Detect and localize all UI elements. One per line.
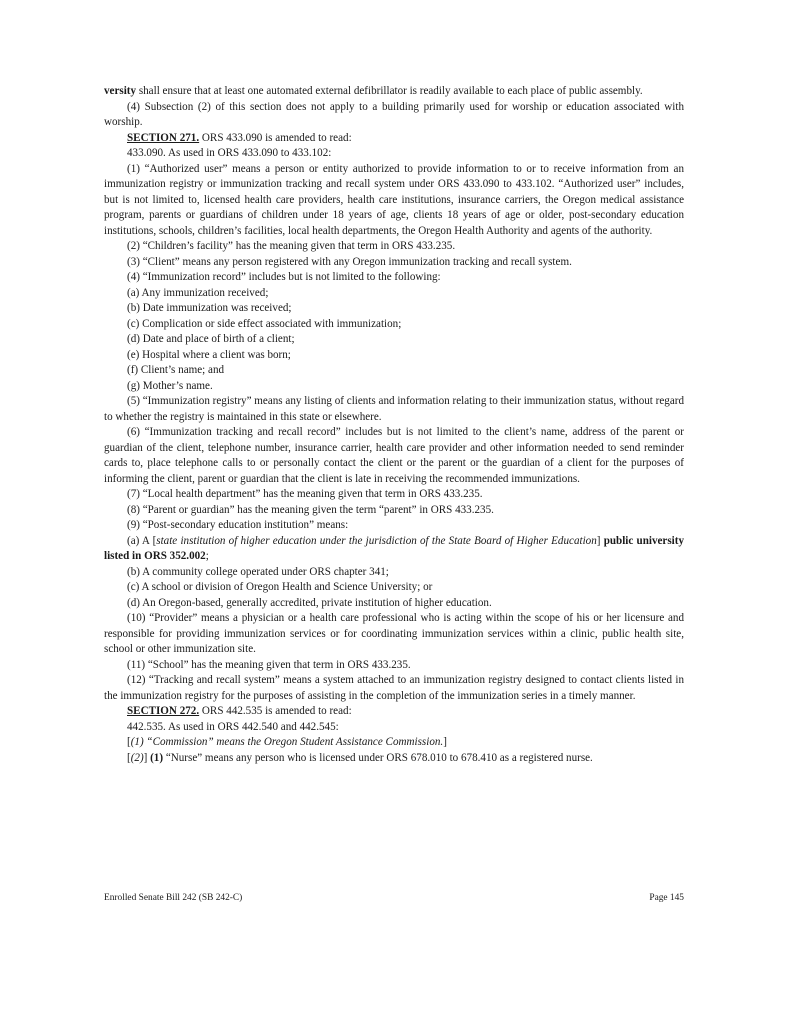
paragraph: (8) “Parent or guardian” has the meaning given the term “parent” in ORS 433.235. [127,503,494,516]
bill-name: Enrolled Senate Bill 242 (SB 242-C) [104,893,243,903]
paragraph: (10) “Provider” means a physician or a health care professional who is acting within the scope of his or her licensure and responsible for providing immunization services or for coordinating immunization services within a clinic, public health site, school or other immunization site. [104,612,684,655]
list-item: (g) Mother’s name. [127,379,213,392]
paragraph: (4) “Immunization record” includes but is not limited to the following: [127,271,441,283]
list-item: (a) Any immunization received; [127,286,269,299]
paragraph: versity shall ensure that at least one automated external defibrillator is readily available to each place of public assembly. [104,85,643,97]
list-item: (c) Complication or side effect associated with immunization; [127,317,402,330]
list-item: (b) A community college operated under ORS chapter 341; [127,565,389,578]
deleted-text: (2) [130,751,144,764]
deleted-text: (1) “Commission” means the Oregon Student Assistance Commission. [130,736,444,748]
list-item: (d) An Oregon-based, generally accredited, private institution of higher education. [127,596,492,609]
section-heading: SECTION 271. [127,131,200,144]
bold-text: versity [104,85,137,97]
paragraph: (5) “Immunization registry” means any listing of clients and information relating to their immunization status, without regard to whether the registry is maintained in this state or elsewhere. [104,395,684,423]
paragraph: (7) “Local health department” has the meaning given that term in ORS 433.235. [127,488,483,500]
page-footer [104,893,684,903]
list-item: (c) A school or division of Oregon Health and Science University; or [127,581,433,593]
page-number: Page 145 [649,893,684,903]
paragraph: 433.090. As used in ORS 433.090 to 433.102: [127,147,332,159]
list-item: (f) Client’s name; and [127,364,225,376]
section-heading: SECTION 272. [127,705,200,717]
added-text: public university listed in ORS 352.002 [104,534,684,562]
paragraph: (9) “Post-secondary education institution” means: [127,519,349,531]
paragraph: (3) “Client” means any person registered with any Oregon immunization tracking and recall system. [127,255,572,268]
amended-paragraph: [(2)] (1) “Nurse” means any person who is licensed under ORS 678.010 to 678.410 as a registered nurse. [127,751,593,764]
list-item: (d) Date and place of birth of a client; [127,333,295,345]
paragraph: (11) “School” has the meaning given that term in ORS 433.235. [127,658,411,671]
document-body [104,84,684,766]
added-text: (1) [150,751,164,764]
paragraph: (1) “Authorized user” means a person or entity authorized to provide information to or to receive information from an immunization registry or immunization tracking and recall system under ORS 433.090 to 433.102. “Authorized user” includes, but is not limited to, licensed health care providers, health care institutions, insurance carriers, the Oregon medical assistance program, parents or guardians of children under 18 years of age, clients 18 years of age or older, post-secondary education institutions, schools, children’s facilities, local health departments, the Oregon Health Authority and agents of the authority. [104,162,684,237]
amended-paragraph: (a) A [state institution of higher education under the jurisdiction of the State Board of Higher Education] public university listed in ORS 352.002; [104,534,684,562]
list-item: (e) Hospital where a client was born; [127,348,291,361]
paragraph: (4) Subsection (2) of this section does not apply to a building primarily used for worship or education associated with worship. [104,100,684,128]
list-item: (b) Date immunization was received; [127,302,292,314]
section-271: SECTION 271. ORS 433.090 is amended to read: [127,131,352,144]
section-272: SECTION 272. ORS 442.535 is amended to read: [127,705,352,717]
deleted-text: state institution of higher education under the jurisdiction of the State Board of Higher Education [156,534,597,547]
paragraph: (12) “Tracking and recall system” means a system attached to an immunization registry designed to contact clients listed in the immunization registry for the purposes of assisting in the completion of the immunization series in a timely manner. [104,674,684,702]
amended-paragraph: [(1) “Commission” means the Oregon Student Assistance Commission.] [127,736,447,748]
paragraph: 442.535. As used in ORS 442.540 and 442.545: [127,720,339,733]
paragraph: (6) “Immunization tracking and recall record” includes but is not limited to the client’s name, address of the parent or guardian of the client, telephone number, insurance carrier, health care provider and other information needed to send reminder cards to, place telephone calls to or personally contact the client or the parent or the guardian of a client for the purposes of informing the client, parent or guardian that the client is late in receiving the recommended immunizations. [104,426,684,485]
paragraph: (2) “Children’s facility” has the meaning given that term in ORS 433.235. [127,240,456,252]
